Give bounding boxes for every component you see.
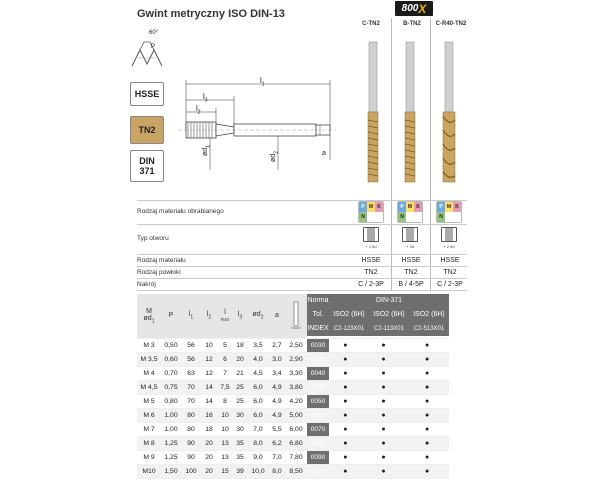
col-header-d2: $ød_2$ [247,294,269,338]
coating-value: TN2 [364,269,378,276]
cell-p: 1,50 [161,464,181,478]
availability-dot: ● [362,422,406,436]
availability-dot: ● [329,394,362,408]
cell-l1: 80 [181,408,201,422]
tap-image-c-r40-tn2 [438,40,460,190]
tap-drawing [170,70,340,190]
cell-d: 4,20 [285,394,307,408]
cell-m: M 3 [137,338,161,352]
cell-l2: 20 [201,450,217,464]
cell-l3: 35 [233,450,247,464]
coating-value: TN2 [404,269,418,276]
tool-material-label: Rodzaj materiału [137,257,186,264]
angle-label: 60° [149,30,159,36]
column-label-1: C-TN2 [362,21,380,27]
cell-l1: 100 [181,464,201,478]
cell-p: 1,25 [161,450,181,464]
cell-l3: 25 [233,394,247,408]
cell-l1: 80 [181,422,201,436]
cell-index: 0045 [307,380,329,394]
table-row [137,338,489,352]
cell-m: M 9 [137,450,161,464]
tool-material-value: HSSE [440,257,460,264]
cell-m: M 7 [137,422,161,436]
tol-value: ISO2 (6H) [373,311,405,318]
cell-l1: 63 [181,366,201,380]
material-group-label: Rodzaj materiału obrabianego [137,208,224,215]
cell-a: 4,9 [269,408,285,422]
tap-image-b-tn2 [399,40,421,190]
cell-p: 0,75 [161,380,181,394]
availability-dot: ● [405,408,449,422]
cell-d2: 6,0 [247,394,269,408]
cell-p: 1,25 [161,436,181,450]
availability-dot: ● [362,380,406,394]
a-label: a [322,150,326,157]
cell-d: 8,50 [285,464,307,478]
cell-a: 7,0 [269,450,285,464]
cell-a: 2,7 [269,338,285,352]
cell-index: 0040 [307,366,329,380]
col-header-l3: $l_3$ [233,294,247,338]
cell-l1: 90 [181,450,201,464]
availability-dot: ● [405,464,449,478]
norma-header: Norma [307,294,329,308]
column-divider [430,18,431,290]
cell-d2: 9,0 [247,450,269,464]
l2-label: $l_2$ [196,104,201,116]
thread-profile-icon [130,30,164,70]
din-label: DIN [139,156,155,166]
table-row [137,450,489,464]
column-label-2: B-TN2 [403,21,421,27]
chamfer-value: C / 2-3P [437,281,463,288]
availability-dot: ● [405,436,449,450]
availability-dot: ● [329,338,362,352]
cell-lr: 5 [217,338,233,352]
cell-d2: 3,5 [247,338,269,352]
cell-l1: 70 [181,394,201,408]
availability-dot: ● [405,450,449,464]
cell-lr: 7 [217,366,233,380]
tool-material-value: HSSE [361,257,381,264]
cell-l1: 56 [181,338,201,352]
cell-d2: 6,0 [247,380,269,394]
cell-lr: 6 [217,352,233,366]
row-divider [137,224,467,225]
column-label-3: C-R40-TN2 [435,21,467,27]
cell-lr: 10 [217,422,233,436]
cell-d: 2,50 [285,338,307,352]
cell-l3: 30 [233,408,247,422]
availability-dot: ● [405,422,449,436]
coating-value: TN2 [443,269,457,276]
cell-m: M10 [137,464,161,478]
availability-dot: ● [362,408,406,422]
pitch-label: P [151,44,156,50]
l3-label: $l_3$ [203,92,208,104]
cell-p: 0,80 [161,394,181,408]
cell-lr: 15 [217,464,233,478]
hole-depth-label: + 2,5d [443,244,455,249]
table-row [137,408,489,422]
cell-a: 4,9 [269,380,285,394]
cell-l1: 70 [181,380,201,394]
cell-l2: 12 [201,366,217,380]
din-number: 371 [139,166,155,176]
index-value: C2-113X01 [374,326,404,332]
cell-d: 3,30 [285,366,307,380]
cell-a: 3,0 [269,352,285,366]
hole-depth-label: + 3d [406,244,414,249]
cell-d: 2,90 [285,352,307,366]
cell-index: 0060 [307,408,329,422]
cell-index: 0100 [307,464,329,478]
availability-dot: ● [405,394,449,408]
page-title: Gwint metryczny ISO DIN-13 [137,8,285,20]
cell-l3: 35 [233,436,247,450]
table-row [137,366,489,380]
cell-a: 5,5 [269,422,285,436]
cell-l2: 20 [201,436,217,450]
hole-type-icon [363,227,379,242]
cell-d2: 10,0 [247,464,269,478]
material-box: HSSE [130,82,164,106]
row-divider [137,278,467,279]
availability-dot: ● [362,366,406,380]
col-header-p: P [161,294,181,338]
cell-lr: 13 [217,450,233,464]
d2-label: $ød_2$ [270,151,280,162]
tool-material-value: HSSE [401,257,421,264]
cell-m: M 4,5 [137,380,161,394]
table-row [137,352,489,366]
cell-l3: 20 [233,352,247,366]
tol-value: ISO2 (6H) [333,311,365,318]
cell-p: 0,50 [161,338,181,352]
cell-lr: 10 [217,408,233,422]
cell-lr: 7,5 [217,380,233,394]
col-header-lr40: l R40 [217,294,233,338]
availability-dot: ● [405,352,449,366]
d1-label: $ød_1$ [202,145,212,156]
col-header-m: M $ød_1$ [137,294,161,338]
availability-dot: ● [362,352,406,366]
table-row [137,464,489,478]
index-value: C2-123X01 [333,326,365,332]
availability-dot: ● [329,352,362,366]
cell-l2: 14 [201,394,217,408]
material-grid-2: P M K N [397,201,423,223]
col-header-a: a [269,294,285,338]
cell-d2: 7,0 [247,422,269,436]
coating-box: TN2 [130,116,164,144]
brand-logo: 800 X [395,1,433,16]
col-header-l1: $l_1$ [181,294,201,338]
cell-l2: 12 [201,352,217,366]
drill-icon [285,294,307,338]
cell-l3: 30 [233,422,247,436]
hole-type-icon [402,227,418,242]
tol-header: Tol. [307,308,329,322]
cell-index: 0090 [307,450,329,464]
cell-l2: 20 [201,464,217,478]
cell-l2: 10 [201,338,217,352]
table-row [137,380,489,394]
cell-d: 6,00 [285,422,307,436]
cell-p: 0,70 [161,366,181,380]
row-divider [137,290,467,291]
norma-value: DIN-371 [329,294,449,308]
cell-m: M 3,5 [137,352,161,366]
chamfer-value: C / 2-3P [358,281,384,288]
cell-a: 4,9 [269,394,285,408]
hole-type-icon [441,227,457,242]
cell-index: 0035 [307,352,329,366]
cell-lr: 8 [217,394,233,408]
cell-lr: 13 [217,436,233,450]
row-divider [137,254,467,255]
availability-dot: ● [362,394,406,408]
cell-l2: 18 [201,422,217,436]
cell-index: 0050 [307,394,329,408]
cell-m: M 8 [137,436,161,450]
cell-a: 3,4 [269,366,285,380]
cell-d: 3,80 [285,380,307,394]
material-grid-3: P M K N [436,201,462,223]
cell-l3: 18 [233,338,247,352]
cell-p: 1,00 [161,422,181,436]
cell-index: 0070 [307,422,329,436]
cell-l2: 16 [201,408,217,422]
table-row [137,436,489,450]
cell-d: 7,80 [285,450,307,464]
cell-d: 6,80 [285,436,307,450]
cell-l3: 39 [233,464,247,478]
chamfer-value: B / 4-5P [398,281,424,288]
cell-index: 0030 [307,338,329,352]
cell-d2: 4,0 [247,352,269,366]
availability-dot: ● [329,408,362,422]
cell-d2: 6,0 [247,408,269,422]
cell-m: M 4 [137,366,161,380]
table-row [137,422,489,436]
l1-label: $l_1$ [260,76,265,88]
cell-index: 0080 [307,436,329,450]
tap-image-c-tn2 [362,40,384,190]
cell-l3: 25 [233,380,247,394]
index-value: C2-513X01 [413,326,445,332]
row-divider [137,266,467,267]
chamfer-label: Nakrój [137,281,156,288]
cell-m: M 5 [137,394,161,408]
table-row [137,394,489,408]
availability-dot: ● [329,464,362,478]
availability-dot: ● [362,436,406,450]
material-grid-1: P M K N [358,201,384,223]
cell-p: 1,00 [161,408,181,422]
availability-dot: ● [362,338,406,352]
availability-dot: ● [362,450,406,464]
index-header: INDEX [307,322,329,336]
cell-d2: 4,5 [247,366,269,380]
cell-p: 0,60 [161,352,181,366]
availability-dot: ● [329,366,362,380]
cell-a: 6,2 [269,436,285,450]
column-divider [391,18,392,290]
tol-value: ISO2 (6H) [413,311,445,318]
hole-type-label: Typ otworu [137,235,169,242]
availability-dot: ● [329,380,362,394]
availability-dot: ● [405,338,449,352]
availability-dot: ● [329,450,362,464]
availability-dot: ● [362,464,406,478]
cell-a: 8,0 [269,464,285,478]
cell-d2: 8,0 [247,436,269,450]
coating-label: Rodzaj powłoki [137,269,181,276]
cell-m: M 6 [137,408,161,422]
availability-dot: ● [405,380,449,394]
cell-d: 5,00 [285,408,307,422]
din-box [130,150,164,182]
availability-dot: ● [405,366,449,380]
availability-dot: ● [329,422,362,436]
col-header-l2: $l_2$ [201,294,217,338]
cell-l3: 21 [233,366,247,380]
cell-l1: 56 [181,352,201,366]
availability-dot: ● [329,436,362,450]
cell-l1: 90 [181,436,201,450]
spec-table [137,294,489,479]
cell-l2: 14 [201,380,217,394]
hole-depth-label: + 1,5d [365,244,377,249]
